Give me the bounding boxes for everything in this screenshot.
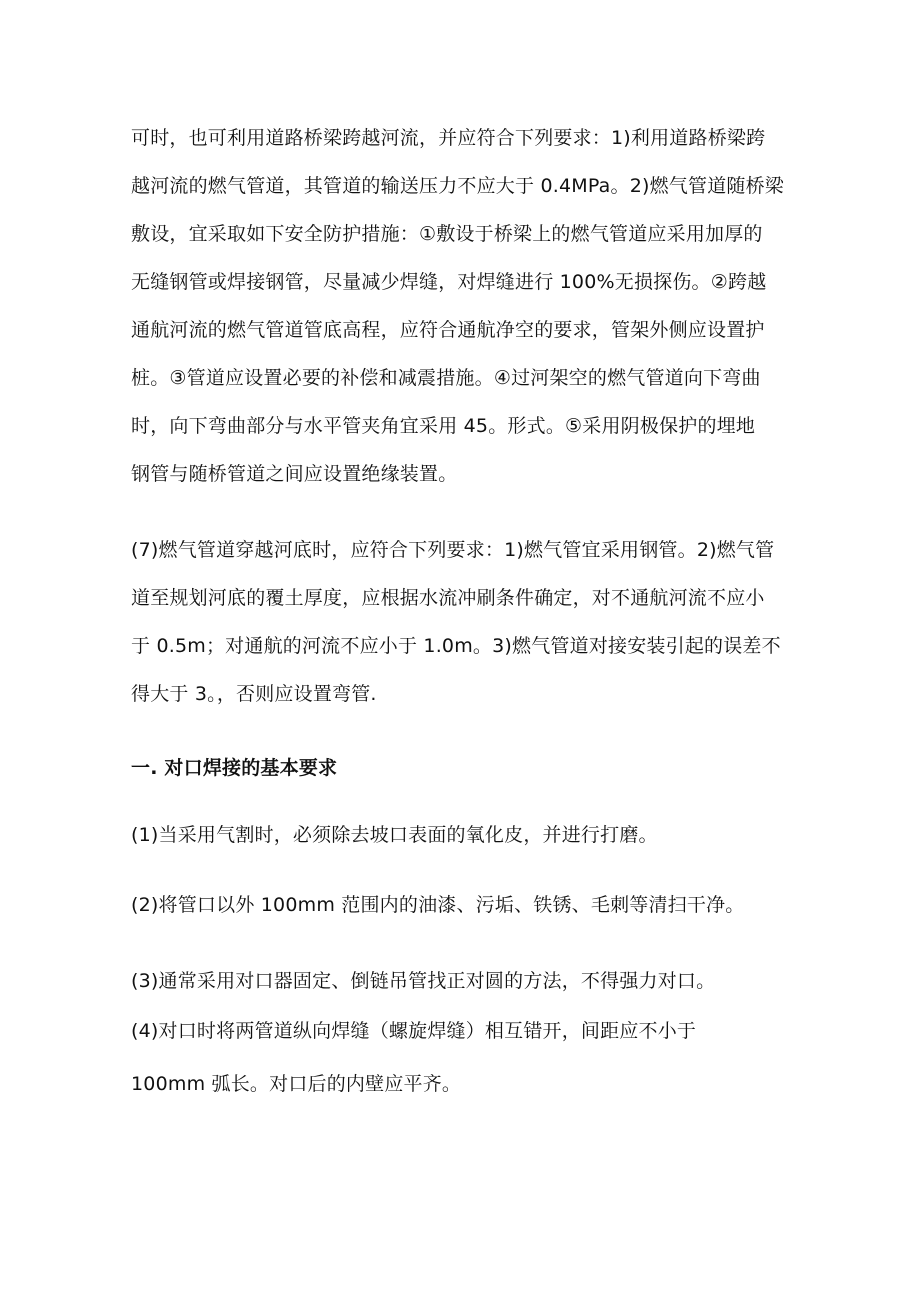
list-item: (1)当采用气割时，必须除去坡口表面的氧化皮，并进行打磨。: [131, 824, 658, 846]
text-line: (7)燃气管道穿越河底时，应符合下列要求：1)燃气管宜采用钢管。2)燃气管: [131, 539, 775, 561]
text-line: 敷设，宜采取如下安全防护措施：①敷设于桥梁上的燃气管道应采用加厚的: [131, 223, 763, 245]
text-line: 于 0.5m；对通航的河流不应小于 1.0m。3)燃气管道对接安装引起的误差不: [131, 635, 781, 657]
text-line: 桩。③管道应设置必要的补偿和减震措施。④过河架空的燃气管道向下弯曲: [131, 367, 761, 389]
text-line: 可时，也可利用道路桥梁跨越河流，并应符合下列要求：1)利用道路桥梁跨: [131, 127, 766, 149]
text-line: 时，向下弯曲部分与水平管夹角宜采用 45。形式。⑤采用阴极保护的埋地: [131, 415, 756, 437]
section-heading: 一. 对口焊接的基本要求: [131, 757, 338, 779]
text-line: 无缝钢管或焊接钢管，尽量减少焊缝，对焊缝进行 100%无损探伤。②跨越: [131, 271, 767, 293]
list-item: (3)通常采用对口器固定、倒链吊管找正对圆的方法，不得强力对口。: [131, 970, 716, 992]
text-line: 越河流的燃气管道，其管道的输送压力不应大于 0.4MPa。2)燃气管道随桥梁: [131, 175, 784, 197]
text-line: 得大于 3。，否则应设置弯管.: [131, 683, 377, 705]
list-item: (4)对口时将两管道纵向焊缝（螺旋焊缝）相互错开，间距应不小于: [131, 1020, 697, 1042]
text-line: 钢管与随桥管道之间应设置绝缘装置。: [131, 463, 458, 485]
list-item: 100mm 弧长。对口后的内壁应平齐。: [131, 1073, 462, 1095]
list-item: (2)将管口以外 100mm 范围内的油漆、污垢、铁锈、毛刺等清扫干净。: [131, 894, 745, 916]
text-line: 道至规划河底的覆土厚度，应根据水流冲刷条件确定，对不通航河流不应小: [131, 587, 765, 609]
text-line: 通航河流的燃气管道管底高程，应符合通航净空的要求，管架外侧应设置护: [131, 319, 765, 341]
